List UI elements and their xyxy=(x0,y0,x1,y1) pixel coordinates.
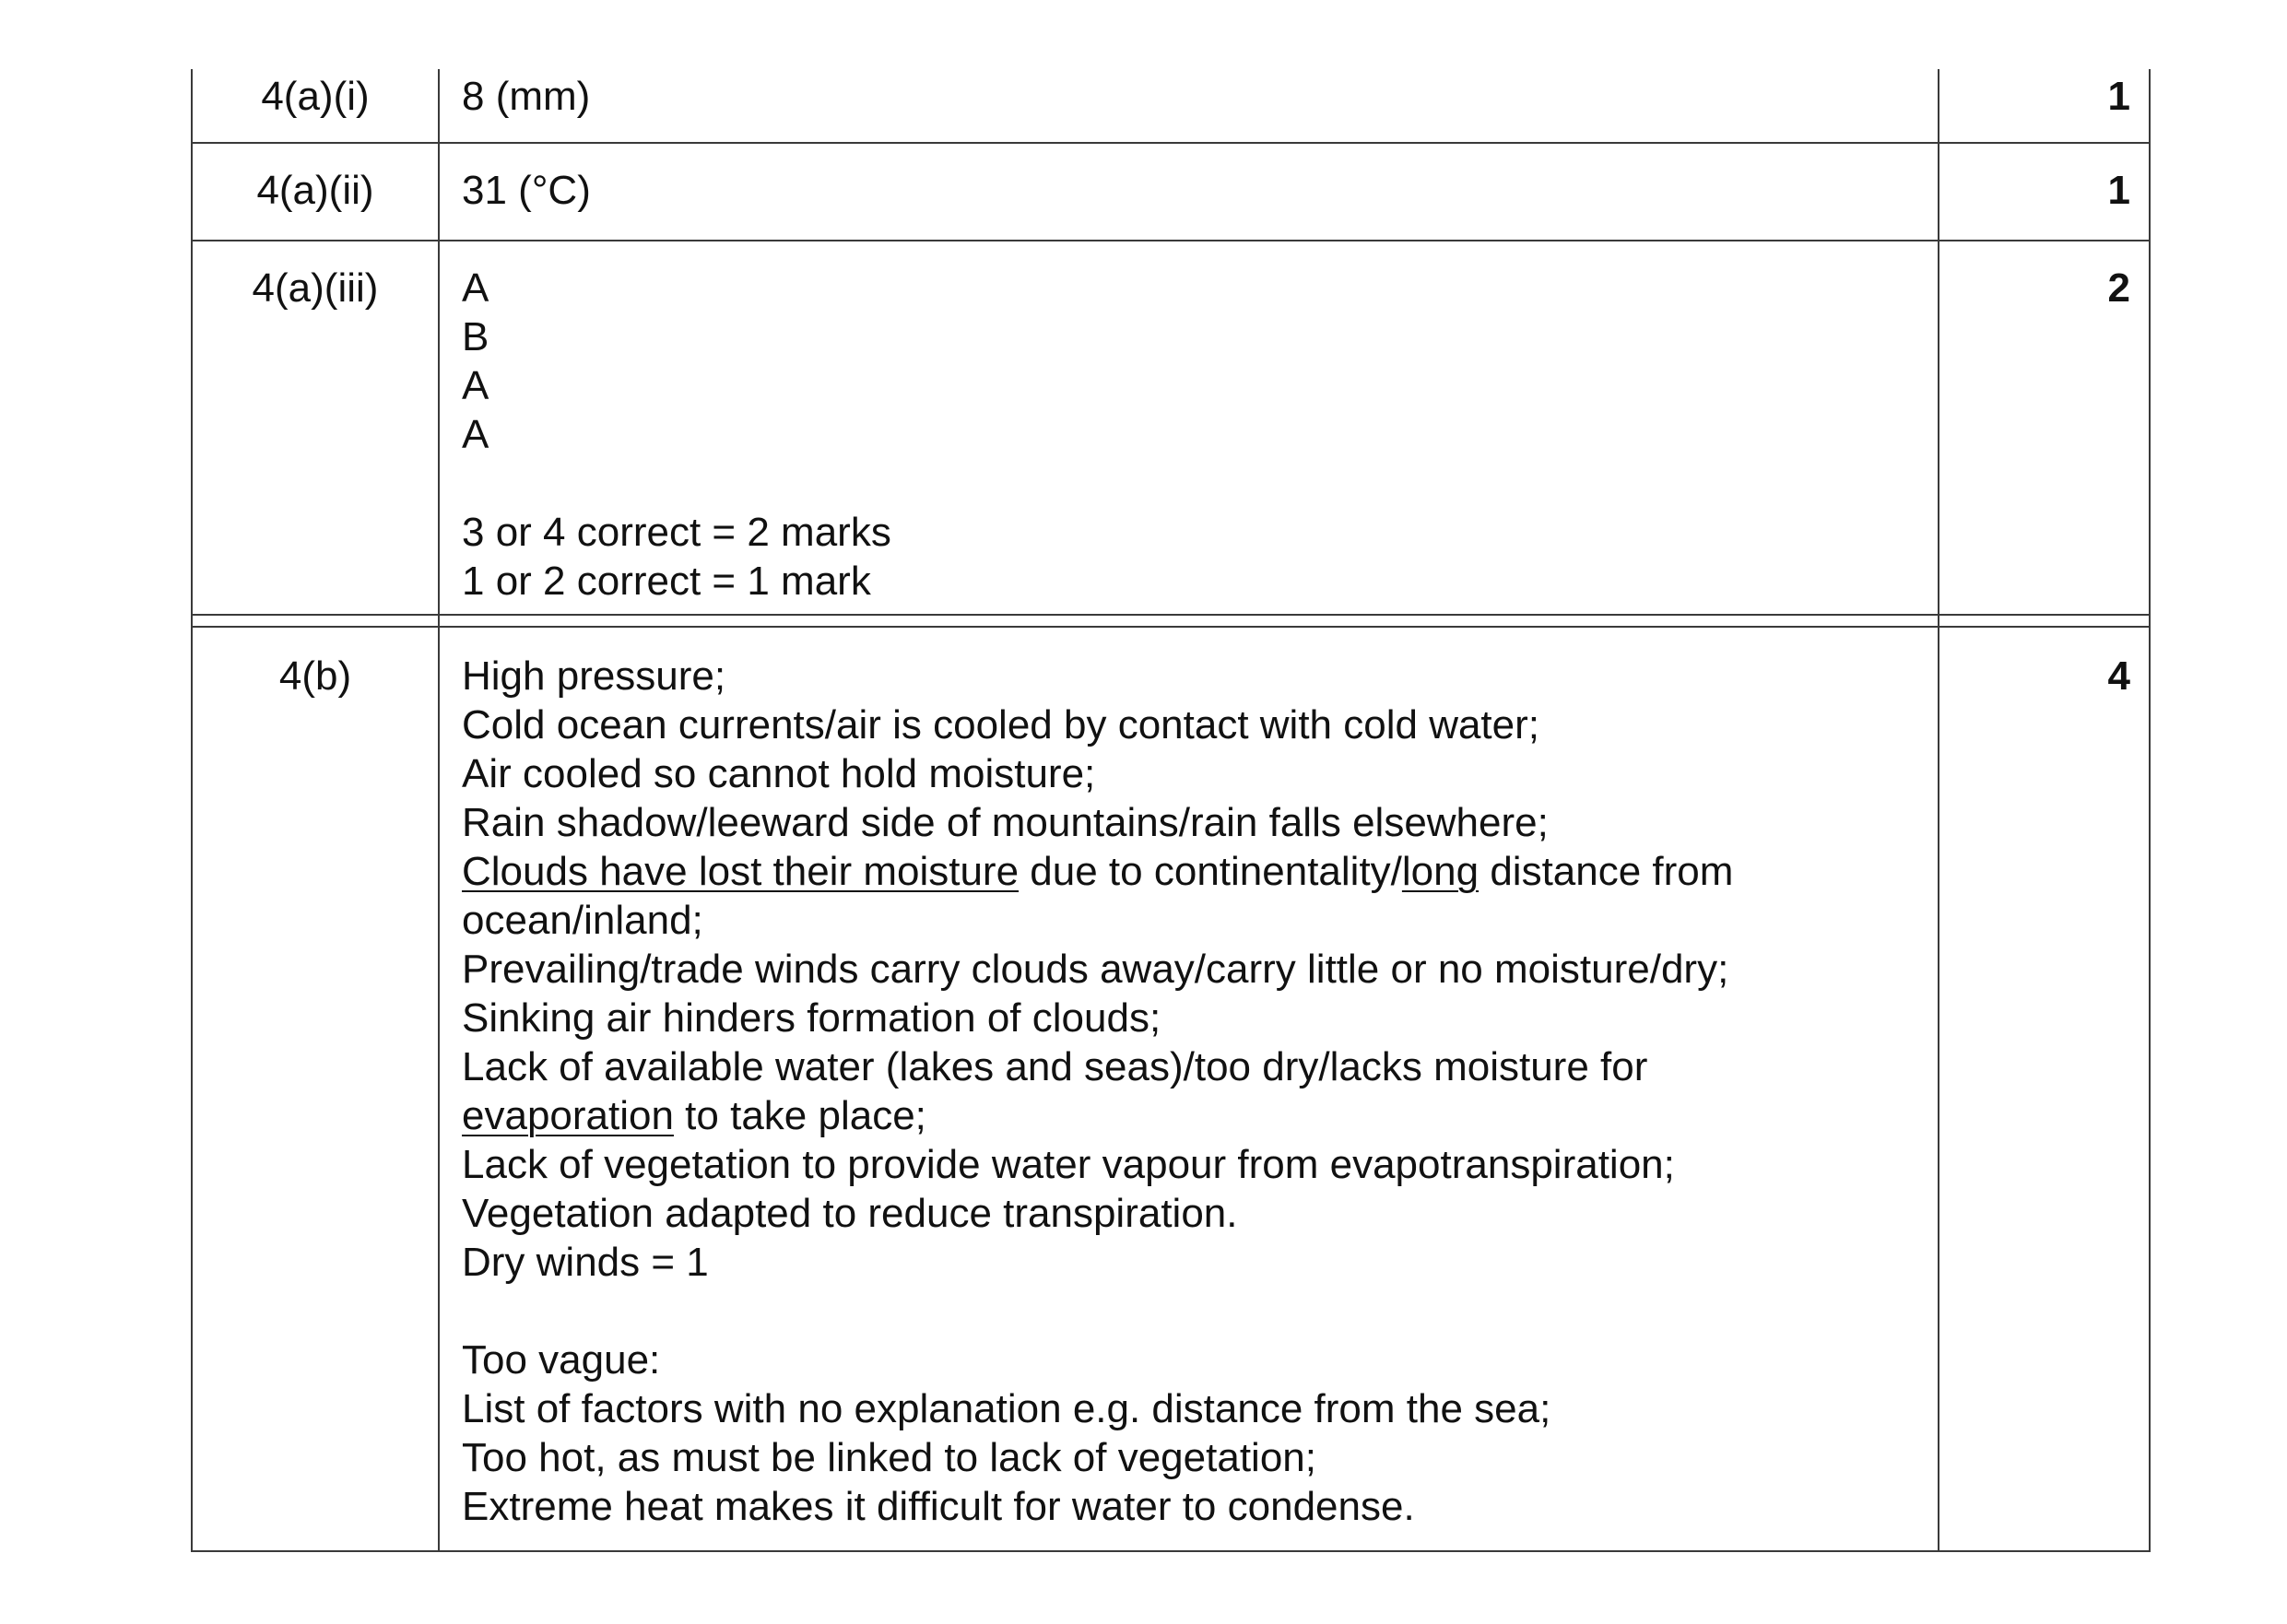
underlined-key-phrase: Clouds have lost their moisture xyxy=(462,849,1020,894)
answer-line: ocean/inland; xyxy=(462,898,703,943)
answer-line: High pressure; xyxy=(462,653,726,699)
answer-line: A xyxy=(462,412,489,457)
spacer xyxy=(462,1287,1937,1336)
marks-cell: 1 xyxy=(1939,143,2150,241)
question-number: 4(a)(iii) xyxy=(192,241,439,615)
answer-line: A xyxy=(462,265,489,311)
answer-cell: 31 (°C) xyxy=(439,143,1939,241)
mark-scheme-table xyxy=(191,69,2151,1552)
row-separator xyxy=(192,615,2150,627)
marks-cell: 1 xyxy=(1939,69,2150,143)
marks-cell: 2 xyxy=(1939,241,2150,615)
too-vague-item: List of factors with no explanation e.g. distance from the sea; xyxy=(462,1386,1551,1431)
underlined-key-word: evaporation xyxy=(462,1093,674,1138)
marking-note: 3 or 4 correct = 2 marks xyxy=(462,510,891,555)
answer-cell xyxy=(439,241,1939,615)
table-row xyxy=(192,627,2150,1551)
answer-line: evaporation to take place; xyxy=(462,1093,926,1138)
marks-cell: 4 xyxy=(1939,627,2150,1551)
question-number: 4(a)(ii) xyxy=(192,143,439,241)
answer-line: B xyxy=(462,314,489,359)
answer-line: Sinking air hinders formation of clouds; xyxy=(462,995,1161,1041)
underlined-key-word: long xyxy=(1401,849,1479,894)
answer-line: Cold ocean currents/air is cooled by contact with cold water; xyxy=(462,702,1540,747)
answer-cell xyxy=(439,627,1939,1551)
answer-cell: 8 (mm) xyxy=(439,69,1939,143)
answer-line: Lack of available water (lakes and seas)/too dry/lacks moisture for xyxy=(462,1044,1648,1089)
table-row xyxy=(192,69,2150,143)
question-number: 4(b) xyxy=(192,627,439,1551)
mark-scheme-page xyxy=(191,69,2130,1552)
answer-line: Clouds have lost their moisture due to continentality/long distance from xyxy=(462,849,1734,894)
question-number: 4(a)(i) xyxy=(192,69,439,143)
spacer xyxy=(462,459,1937,508)
answer-line: Lack of vegetation to provide water vapour from evapotranspiration; xyxy=(462,1142,1675,1187)
marking-note: 1 or 2 correct = 1 mark xyxy=(462,559,871,604)
answer-line: Rain shadow/leeward side of mountains/rain falls elsewhere; xyxy=(462,800,1549,845)
too-vague-heading: Too vague: xyxy=(462,1337,661,1383)
table-row xyxy=(192,143,2150,241)
too-vague-item: Extreme heat makes it difficult for water to condense. xyxy=(462,1484,1415,1529)
answer-line: Prevailing/trade winds carry clouds away/carry little or no moisture/dry; xyxy=(462,947,1729,992)
answer-line: Air cooled so cannot hold moisture; xyxy=(462,751,1096,796)
answer-line: Dry winds = 1 xyxy=(462,1240,709,1285)
too-vague-item: Too hot, as must be linked to lack of vegetation; xyxy=(462,1435,1316,1480)
answer-line: A xyxy=(462,363,489,408)
table-row xyxy=(192,241,2150,615)
answer-line: Vegetation adapted to reduce transpiration. xyxy=(462,1191,1238,1236)
